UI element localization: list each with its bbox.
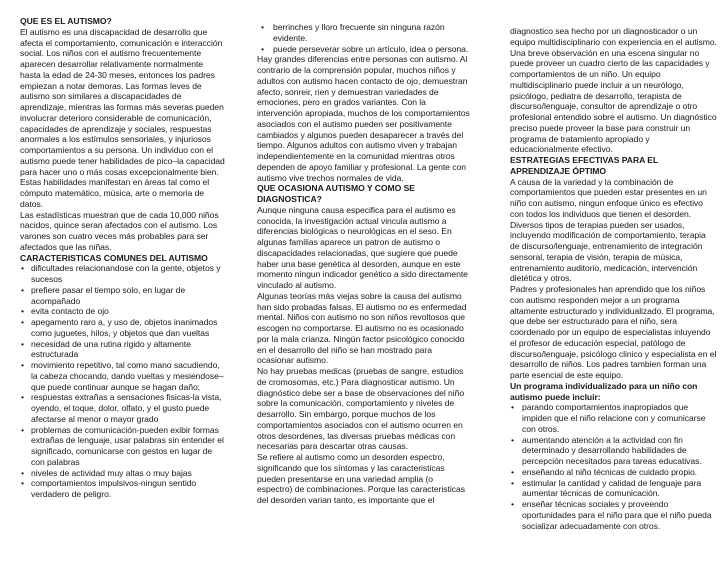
heading-estrategias-efectivas: ESTRATEGIAS EFECTIVAS PARA EL APRENDIZAJE ÓPTIMO xyxy=(510,155,658,176)
column-1 xyxy=(20,16,226,500)
paragraph: Aunque ninguna causa especifica para el autismo es conocida, la investigación actual vincula autismo a diferencias biológicas o neurológicas en el seso. En algunas familias aparece un patron de autismo o discapacidades relacionadas, que sugiere que puede haber una base genética al desorden, aunque en este momento ningun indicador genético a sido directamente vinculado al autismo. xyxy=(257,204,468,290)
paragraph: diagnostico sea hecho por un diagnosticador o un equipo multidisciplinario con experiencia en el autismo. Una breve observación en una escena singular no puede proveer un cuadro cierto de las capacidades y comportamientos de un niño. Un equipo multidisciplinario puede incluir a un neurólogo, psicólogo, pediatra de desarrollo, terapista de discurso/lenguaje, consultor de aprendizaje o otro profesional entendido sobre el autismo. Un diagnóstico preciso puede proveer la base para construir un programa de tratamiento apropiado y educacionalmente efectivo. xyxy=(510,26,717,155)
list-item: • comportamientos impulsivos-ningun sentido verdadero de peligro. xyxy=(20,478,226,500)
list-item: • dificultades relacionandose con la gente, objetos y sucesos xyxy=(20,263,226,285)
characteristics-list-continued xyxy=(257,22,470,54)
heading-que-ocasiona-autismo: QUE OCASIONA AUTISMO Y COMO SE DIAGNOSTICA? xyxy=(257,183,415,204)
list-item: • necesidad de una rutina rigido y altamente estructurada xyxy=(20,339,226,361)
list-item: • problemas de comunicación-pueden exibir formas extrañas de lenguaje, usar palabras sin entender el significado, comunicarse con gestos en lugar de con palabras xyxy=(20,425,226,468)
program-list xyxy=(510,402,717,531)
list-item: • evita contacto de ojo xyxy=(20,306,226,317)
list-item: • estimular la cantidad y calidad de lenguaje para aumentar técnicas de comunicación. xyxy=(510,478,717,500)
list-item: • apegamento raro a, y uso de, objetos inanimados como juguetes, hilos, y objetos que dan vueltas xyxy=(20,317,226,339)
paragraph: A causa de la variedad y la combinación de comportamientos que pueden estar presentes en un niño con autismo, ningun enfoque único es efectivo con todos los individuos que tienen el desorden. Diversos tipos de terapias pueden ser usados, incluyendo modificación de comportamiento, terapia de discurso/lenguaje, entrenamiento de integración sensoral, terapia de visión, terapia de música, entrenamiento auditorio, medicación, intervención dietética y otros. xyxy=(510,176,707,284)
heading-caracteristicas: CARACTERISTICAS COMUNES DEL AUTISMO xyxy=(20,252,208,263)
paragraph: El autismo es una discapacidad de desarrollo que afecta el comportamiento, comunicación e interacción social. Los niños con el autismo frecuentemente aparecen desarrollar relativamente normalmente hasta la edad de 24-30 meses, entonces los padres empiezan a notar demoras. Las formas leves de autismo son similares a discapacidades de aprendizaje, mientras las formas más severas pueden involucrar deterioro considerable de comunicación, capacidades de aprendizaje y sociales, respuestas anormales a los estímulos sensoriales, y injuriosos comportamientos a su persona. Un individuo con el autismo puede tener habilidades de pico–la capacidad para hacer uno o más cosas excepcionalmente bien. Estas habilidades manifestan en áreas tal como el cómputo matemático, música, arte o memoria de datos. xyxy=(20,26,225,209)
list-item: • aumentando atención a la actividad con fin determinado y desarrollando habilidades de percepción necesitados para tareas educativas. xyxy=(510,435,717,467)
paragraph: No hay pruebas medicas (pruebas de sangre, estudios de cromosomas, etc.) Para diagnosticar autismo. Un diagnóstico debe ser a base de observaciones del niño sobre la comunicación, comportamiento y niveles de desarrollo. Sin embargo, porque muchos de los comportamientos asociados con el autismo ocurren en otros desordenes, las diversas pruebas médicas con necesarias para descartar otras causas. xyxy=(257,366,465,452)
paragraph: Algunas teorías más viejas sobre la causa del autismo han sido probadas falsas. El autismo no es enfermedad mental. Niños con autismo no son niños revoltosos que escogen no comportarse. El autismo no es ocasionado por la mala crianza. Ningún factor psicológico conocido en el desarrollo del niño se han mostrado para ocasionar autismo. xyxy=(257,290,467,366)
list-item: • enseñando al niño técnicas de cuidado propio. xyxy=(510,467,717,478)
list-item: • movimiento repetitivo, tal como mano sacudiendo, la cabeza chocando, dando vueltas y mesiendose–que puede continuar aunque se hagan daño; xyxy=(20,360,226,392)
program-lead-text: Un programa individualizado para un niño con autismo puede incluir: xyxy=(510,380,698,402)
paragraph: Las estadísticas muestran que de cada 10,000 niños nacidos, quince seran afectados con el autismo. Los varones son cuatro veces más probables para ser afectados que las niñas. xyxy=(20,209,219,252)
list-item: • berrinches y lloro frecuente sin ninguna razón evidente. xyxy=(257,22,470,44)
list-item: • prefiere pasar el tiempo solo, en lugar de acompañado xyxy=(20,285,226,307)
characteristics-list xyxy=(20,263,226,500)
paragraph: Padres y profesionales han aprendido que los niños con autismo responden mejor a un programa altamente estructurado y individualizado. El programa, que debe ser estructurado para el niño, sera coordenado por un equipo de especialistas inluyendo el profesor de educación especial, patólogo de discurso/lenguaje, psicólogo clinico y especialista en el desarrollo de niños. Los padres tambien forman una parte esencial de este equipo. xyxy=(510,284,717,380)
list-item: • respuestas extrañas a sensaciones fisicas-la vista, oyendo, el toque, dolor, olfato, y el gusto puede afectarse al menor o mayor grado xyxy=(20,392,226,424)
heading-que-es-el-autismo: QUE ES EL AUTISMO? xyxy=(20,16,112,26)
column-3 xyxy=(510,26,717,531)
list-item: • enseñar técnicas sociales y proveendo oportunidades para el niño para que el niño pueda socializar adecuadamente con otros. xyxy=(510,499,717,531)
list-item: • parando comportamientos inapropiados que impiden que el niño relacione con y comunicarse con otros. xyxy=(510,402,717,434)
list-item: • niveles de actividad muy altas o muy bajas xyxy=(20,468,226,479)
column-2 xyxy=(257,22,470,506)
list-item: • puede perseverar sobre un artículo, idea o persona. xyxy=(257,44,470,55)
paragraph: Hay grandes diferencias entre personas con autismo. Al contrario de la comprensión popular, muchos niños y adultos con autismo hacen contacto de ojo, demuestran afecto, sonreir, rien y demuestran variedades de emociones, pero en grados variantes. Con la intervención apropiada, muchos de los comportamientos asociados con el autismo pueden ser positivamente cambiados y algunos pueden desaparecer a través del tiempo. Algunos adultos con autismo viven y trabajan independientemente en la comunidad mientras otros dependen de apoyo familiar y profesional. La gente con autismo vive trechos normales de vida. xyxy=(257,54,470,183)
paragraph: Se refiere al autismo como un desorden espectro, significando que los síntomas y las caracteristicas pueden presentarse en una variedad amplia (o espectro) de combinaciones. Porque las caracteristicas del desorden varian tanto, es importante que el xyxy=(257,452,465,505)
